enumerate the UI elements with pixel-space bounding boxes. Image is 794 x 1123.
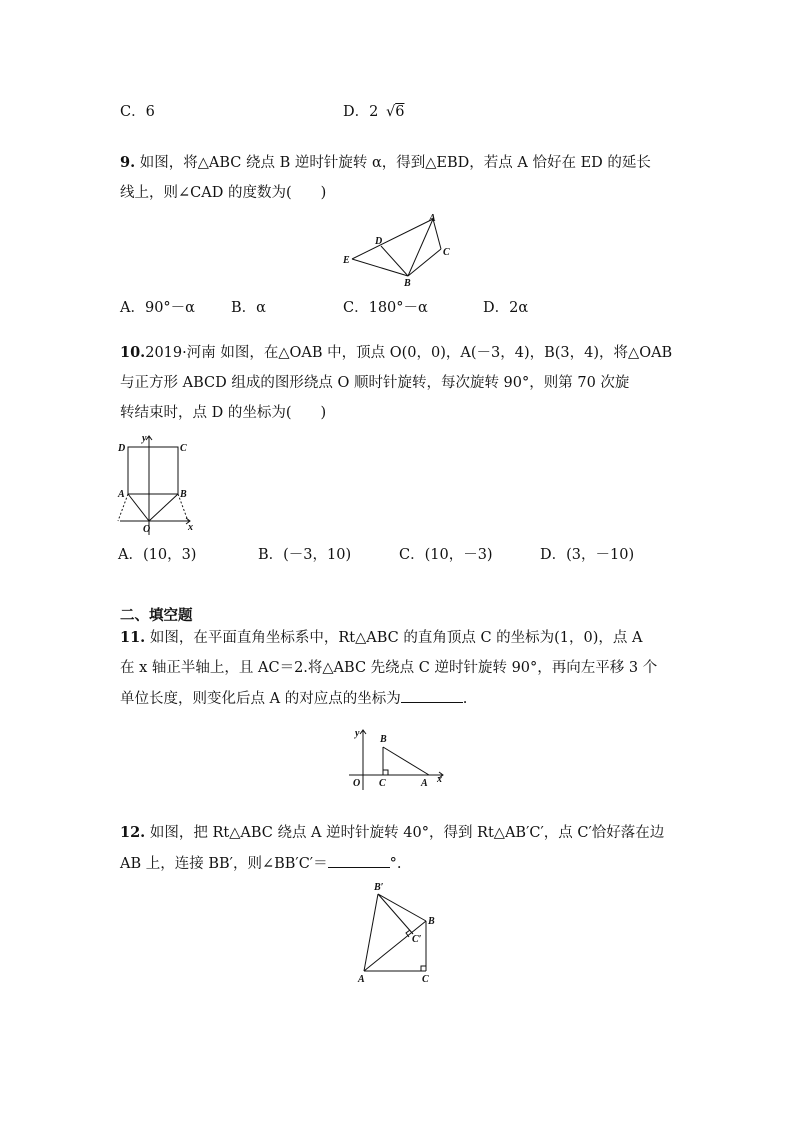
q10-text-1: 2019·河南 如图，在△OAB 中，顶点 O(0，0)，A(－3，4)，B(3，4)，将△OAB [145,345,673,361]
q12-number: 12. [120,824,146,841]
q12-label-cp: C′ [412,934,422,945]
q11-right-angle [383,770,388,775]
q12-text-2-end: °. [389,856,402,872]
q10-option-b: B．(－3，10) [258,547,352,563]
q10-label-a: A [118,489,125,500]
q11-line2: 在 x 轴正半轴上，且 AC＝2.将△ABC 先绕点 C 逆时针旋转 90°，再向左平移 3 个 [120,660,658,676]
q9-option-d: D．2α [483,300,529,316]
q9-figure [335,210,460,292]
q12-label-a: A [358,974,365,985]
q12-line2 [120,853,401,875]
q9-text-1: 如图，将△ABC 绕点 B 逆时针旋转 α，得到△EBD，若点 A 恰好在 ED 的延长 [135,155,651,171]
q10-line2: 与正方形 ABCD 组成的图形绕点 O 顺时针旋转，每次旋转 90°，则第 70 次旋 [120,375,630,391]
q12-figure [350,878,440,988]
q9-option-a: A．90°－α [120,300,195,316]
q10-line3: 转结束时，点 D 的坐标为( ) [120,405,327,421]
q12-answer-blank[interactable] [328,853,390,868]
q10-option-d: D．(3，－10) [540,547,635,563]
option-c-prev: C．6 [120,104,155,120]
q11-line1 [120,627,643,649]
q10-label-b: B [180,489,187,500]
q9-line1 [120,152,651,174]
q9-label-e: E [343,255,350,266]
q12-seg-abp [364,894,378,971]
q10-square-abcd [128,447,178,494]
q9-seg-eb [352,259,408,276]
q11-number: 11. [120,629,146,646]
q11-label-x: x [437,774,442,785]
q9-line2: 线上，则∠CAD 的度数为( ) [120,185,327,201]
q10-option-c: C．(10，－3) [399,547,493,563]
q12-text-1: 如图，把 Rt△ABC 绕点 A 逆时针旋转 40°，得到 Rt△AB′C′，点 C′恰好落在边 [145,825,665,841]
q10-label-o: O [143,524,151,535]
section-heading-fill-blank: 二、填空题 [120,608,193,624]
q11-line3 [120,688,467,710]
q9-option-c: C．180°－α [343,300,428,316]
q11-label-o: O [353,778,361,789]
q12-seg-bpcp [378,894,413,934]
q10-label-d: D [118,443,126,454]
q10-number: 10. [120,344,146,361]
sqrt-symbol: √6 [385,104,405,120]
option-d-prev-text: D．2 [343,104,379,120]
q9-option-b: B．α [231,300,266,316]
q12-label-b: B [428,916,435,927]
q11-label-c: C [379,778,386,789]
q9-seg-ab [408,219,433,276]
sqrt-radicand: 6 [395,104,405,120]
q9-label-a: A [429,213,436,224]
q11-text-3-end: . [462,691,468,707]
q11-text-3: 单位长度，则变化后点 A 的对应点的坐标为 [120,691,401,707]
q10-label-c: C [180,443,187,454]
q12-text-2: AB 上，连接 BB′，则∠BB′C′＝ [120,856,328,872]
q11-answer-blank[interactable] [401,688,463,703]
q12-right-angle-c [421,966,426,971]
q10-seg-bo [149,494,178,521]
q12-label-c: C [422,974,429,985]
option-d-prev [343,101,404,123]
q12-seg-ab [364,921,426,971]
q11-label-b: B [380,734,387,745]
q10-line1 [120,342,672,364]
q9-seg-cb [408,249,441,276]
q10-option-a: A．(10，3) [118,547,197,563]
q11-text-1: 如图，在平面直角坐标系中，Rt△ABC 的直角顶点 C 的坐标为(1，0)，点 A [145,630,643,646]
q10-seg-ao [128,494,149,521]
q12-seg-bpb [378,894,426,921]
q12-line1 [120,822,664,844]
q10-label-x: x [188,522,193,533]
q11-label-a: A [421,778,428,789]
q10-label-y: y [142,433,147,444]
q12-label-bp: B′ [374,882,384,893]
q9-label-b: B [404,278,411,289]
q9-label-c: C [443,247,450,258]
q9-seg-ea [352,219,433,259]
q9-number: 9. [120,154,136,171]
q11-seg-ba [383,747,429,775]
q11-figure [345,722,450,794]
q9-label-d: D [375,236,383,247]
q11-label-y: y [355,728,360,739]
q10-figure [112,432,202,537]
q12-right-angle-cp [406,930,410,937]
